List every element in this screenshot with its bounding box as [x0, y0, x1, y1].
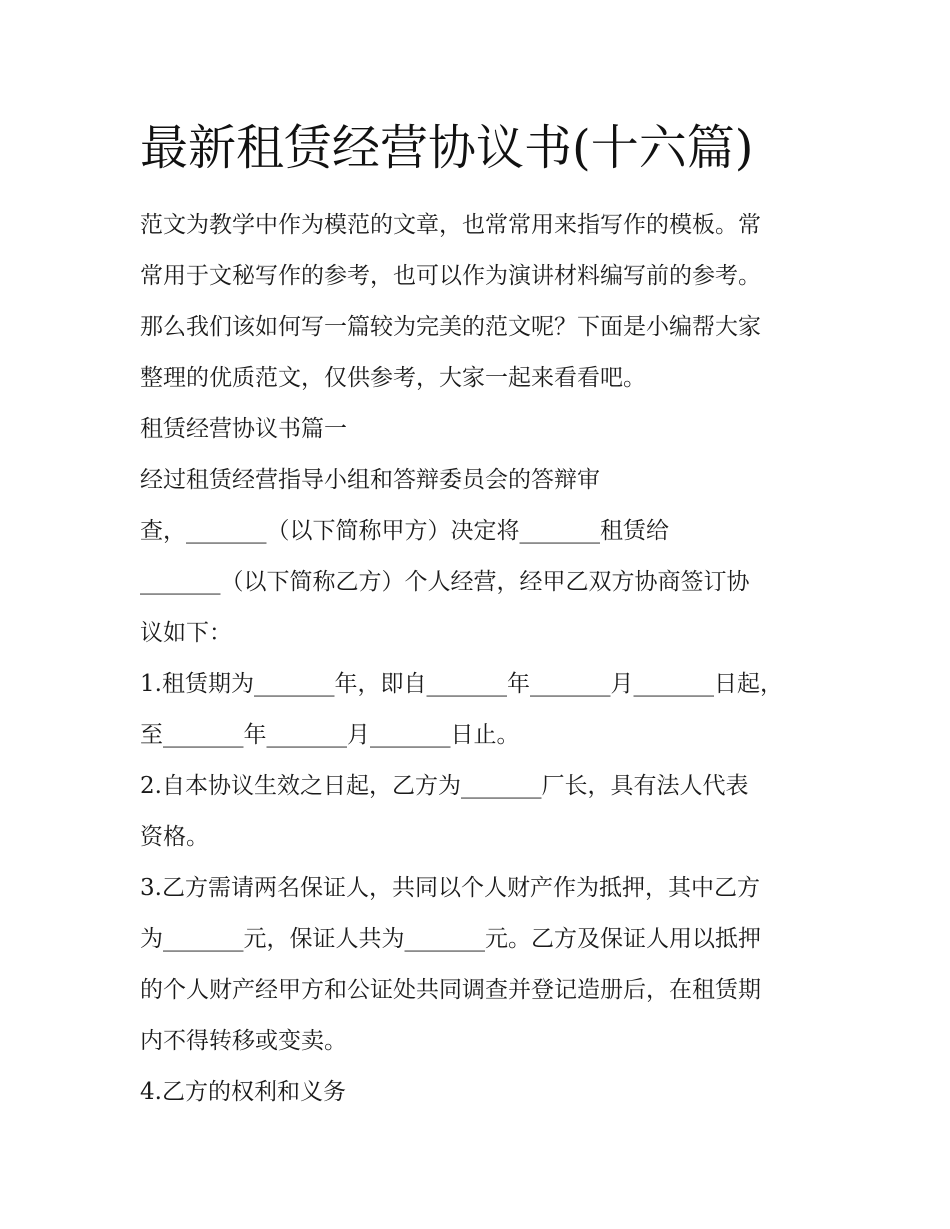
clause-2-line-1: 2.自本协议生效之日起，乙方为_______厂长，具有法人代表	[140, 773, 749, 799]
document-title: 最新租赁经营协议书(十六篇)	[140, 120, 754, 176]
clause-3-line-4: 内不得转移或变卖。	[140, 1028, 347, 1054]
document-body	[140, 200, 820, 1118]
clause-1-line-1: 1.租赁期为_______年，即自_______年_______月_______日起，	[140, 671, 783, 697]
clause-1-line-2: 至_______年_______月_______日止。	[140, 722, 520, 748]
clause-4-heading: 4.乙方的权利和义务	[140, 1079, 346, 1105]
preamble-line-1: 经过租赁经营指导小组和答辩委员会的答辩审	[140, 467, 600, 493]
clause-3-line-2: 为_______元，保证人共为_______元。乙方及保证人用以抵押	[140, 926, 761, 952]
preamble-line-4: 议如下：	[140, 620, 232, 646]
preamble-line-2: 查，_______（以下简称甲方）决定将_______租赁给	[140, 518, 669, 544]
intro-line-1: 范文为教学中作为模范的文章，也常常用来指写作的模板。常	[140, 212, 761, 238]
preamble-line-3: _______（以下简称乙方）个人经营，经甲乙双方协商签订协	[140, 569, 750, 595]
clause-2-line-2: 资格。	[140, 824, 209, 850]
clause-3-line-3: 的个人财产经甲方和公证处共同调查并登记造册后，在租赁期	[140, 977, 761, 1003]
section-heading: 租赁经营协议书篇一	[140, 416, 347, 442]
clause-3-line-1: 3.乙方需请两名保证人，共同以个人财产作为抵押，其中乙方	[140, 875, 760, 901]
intro-line-2: 常用于文秘写作的参考，也可以作为演讲材料编写前的参考。	[140, 263, 761, 289]
intro-line-4: 整理的优质范文，仅供参考，大家一起来看看吧。	[140, 365, 646, 391]
intro-line-3: 那么我们该如何写一篇较为完美的范文呢？下面是小编帮大家	[140, 314, 761, 340]
